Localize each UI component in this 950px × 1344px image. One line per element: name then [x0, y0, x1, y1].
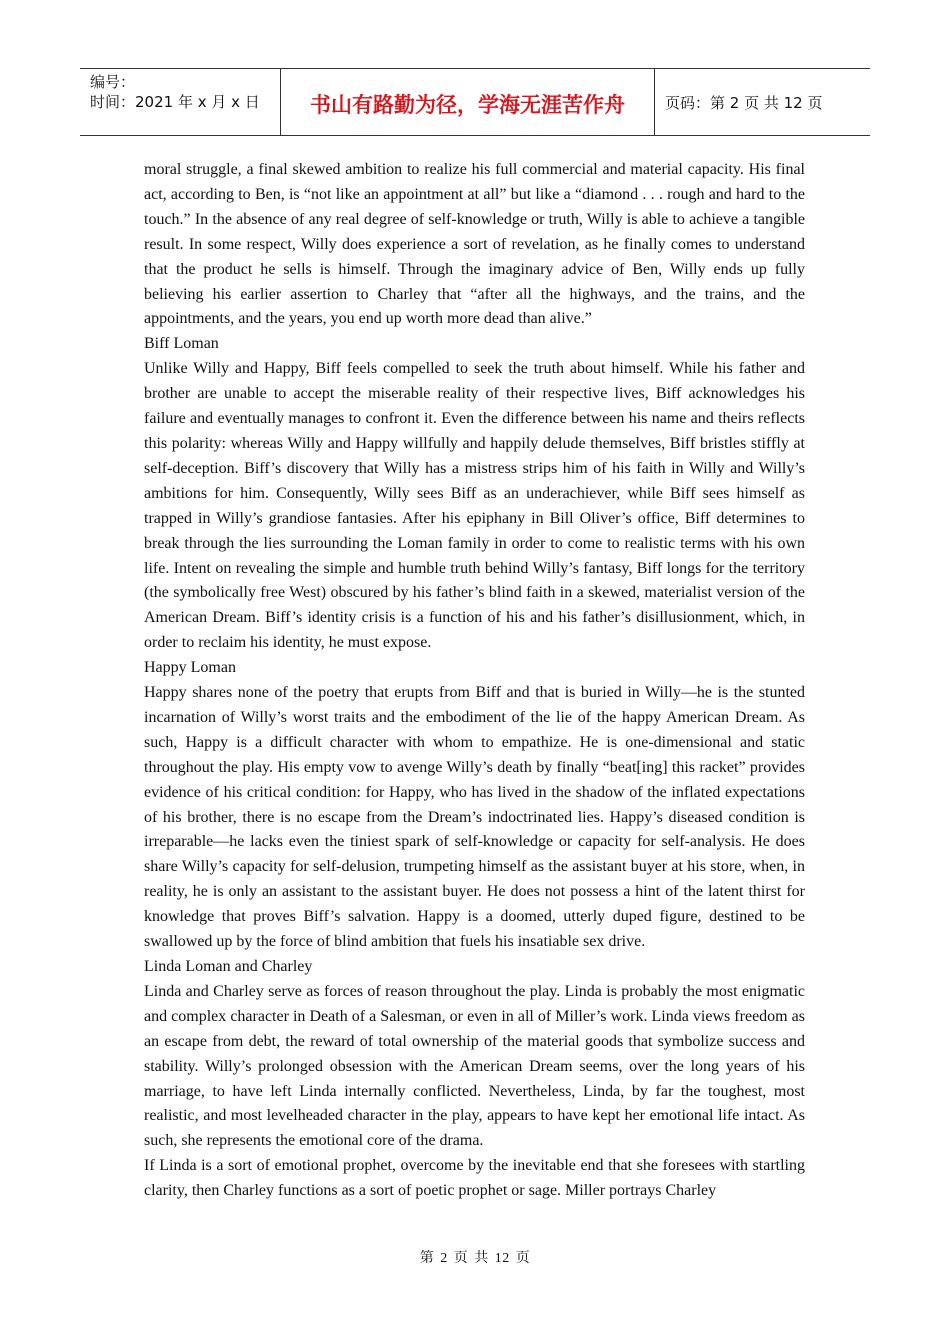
- paragraph: If Linda is a sort of emotional prophet, overcome by the inevitable end that she foresees with startling clarity, then Charley functions as a sort of poetic prophet or sage. Miller portrays Charley: [144, 1157, 805, 1200]
- header-meta: [80, 69, 281, 135]
- section-heading-biff: Biff Loman: [144, 335, 219, 353]
- page-footer: [0, 1247, 950, 1267]
- paragraph: Unlike Willy and Happy, Biff feels compelled to seek the truth about himself. While his father and brother are unable to accept the miserable reality of their respective lives, Biff acknowledges his failure and eventually manages to confront it. Even the difference between his name and theirs reflects this polarity: whereas Willy and Happy willfully and happily delude themselves, Biff bristles stiffly at self-deception. Biff’s discovery that Willy has a mistress strips him of his faith in Willy and Willy’s ambitions for him. Consequently, Willy sees Biff as an underachiever, while Biff sees himself as trapped in Willy’s grandiose fantasies. After his epiphany in Bill Oliver’s office, Biff determines to break through the lies surrounding the Loman family in order to come to realistic terms with his own life. Intent on revealing the simple and humble truth behind Willy’s fantasy, Biff longs for the territory (the symbolically free West) obscured by his father’s blind faith in a skewed, materialist version of the American Dream. Biff’s identity crisis is a function of his and his father’s disillusionment, which, in order to reclaim his identity, he must expose.: [144, 360, 805, 652]
- code-label: 编号：: [90, 73, 136, 91]
- footer-page-number: 2: [440, 1251, 448, 1266]
- document-body: [144, 158, 805, 1204]
- date-label: 时间：2021 年 x 月 x 日: [90, 93, 260, 111]
- footer-total-pages: 12: [494, 1251, 510, 1266]
- footer-word: 页: [515, 1251, 531, 1266]
- header-motto: 书山有路勤为径，学海无涯苦作舟: [281, 69, 655, 135]
- footer-word: 共: [474, 1251, 489, 1266]
- page-header: [80, 68, 870, 136]
- section-heading-linda-charley: Linda Loman and Charley: [144, 958, 313, 975]
- paragraph: Happy shares none of the poetry that erupts from Biff and that is buried in Willy—he is the stunted incarnation of Willy’s worst traits and the embodiment of the lie of the happy American Dream. As such, Happy is a difficult character with whom to empathize. He is one-dimensional and static throughout the play. His empty vow to avenge Willy’s death by finally “beat[ing] this racket” provides evidence of his critical condition: for Happy, who has lived in the shadow of the inflated expectations of his brother, there is no escape from the Dream’s indoctrinated lies. Happy’s diseased condition is irreparable—he lacks even the tiniest spark of self-knowledge or capacity for self-analysis. He does share Willy’s capacity for self-delusion, trumpeting himself as the assistant buyer at his store, when, in reality, he is only an assistant to the assistant buyer. He does not possess a hint of the latent thirst for knowledge that proves Biff’s salvation. Happy is a doomed, utterly duped figure, destined to be swallowed up by the force of blind ambition that fuels his insatiable sex drive.: [144, 684, 805, 951]
- paragraph: Linda and Charley serve as forces of reason throughout the play. Linda is probably the most enigmatic and complex character in Death of a Salesman, or even in all of Miller’s work. Linda views freedom as an escape from debt, the reward of total ownership of the material goods that symbolize success and stability. Willy’s prolonged obsession with the American Dream seems, over the long years of his marriage, to have left Linda internally conflicted. Nevertheless, Linda, by far the toughest, most realistic, and most levelheaded character in the play, appears to have kept her emotional life intact. As such, she represents the emotional core of the drama.: [144, 982, 805, 1150]
- paragraph: moral struggle, a final skewed ambition to realize his full commercial and material capacity. His final act, according to Ben, is “not like an appointment at all” but like a “diamond . . . rough and hard to the touch.” In the absence of any real degree of self-knowledge or truth, Willy is able to achieve a tangible result. In some respect, Willy does experience a sort of revelation, as he finally comes to understand that the product he sells is himself. Through the imaginary advice of Ben, Willy ends up fully believing his earlier assertion to Charley that “after all the highways, and the trains, and the appointments, and the years, you end up worth more dead than alive.”: [144, 161, 805, 328]
- footer-word: 第: [419, 1251, 435, 1266]
- section-heading-happy: Happy Loman: [144, 659, 236, 677]
- header-page-info: 页码：第 2 页 共 12 页: [665, 93, 823, 112]
- footer-word: 页: [453, 1251, 469, 1266]
